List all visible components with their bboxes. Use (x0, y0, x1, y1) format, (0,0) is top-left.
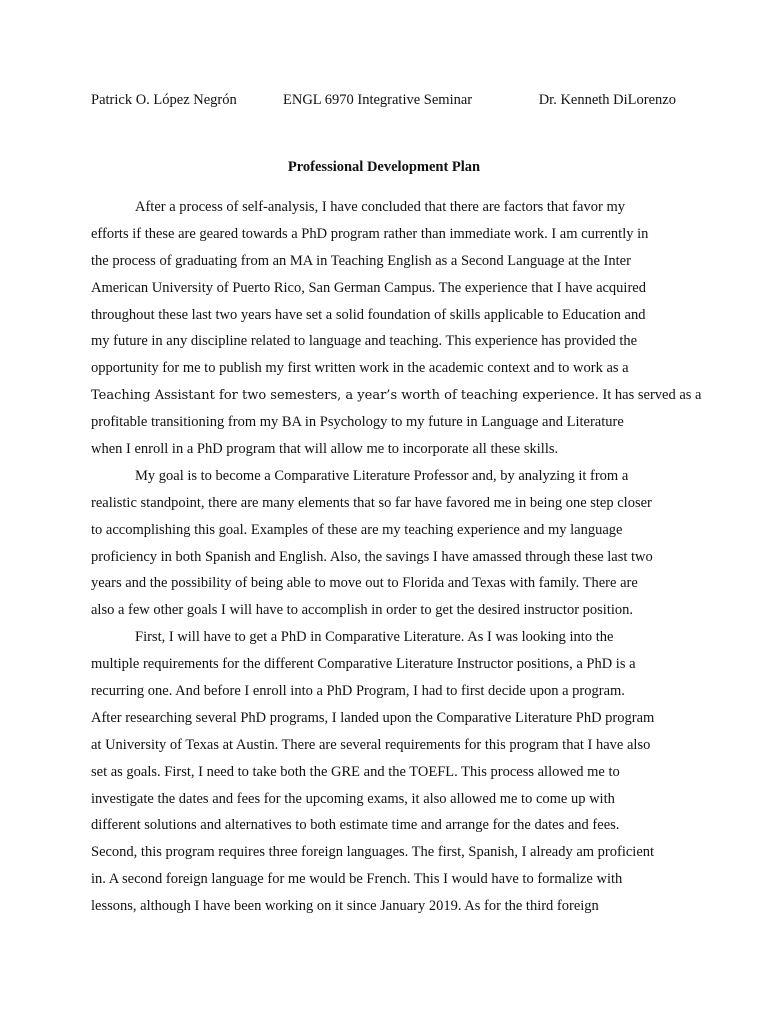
text-line (91, 382, 702, 409)
text-segment-alt-font: Teaching Assistant for two semesters, a year’s worth of teaching experience. (91, 388, 599, 404)
text-line: After researching several PhD programs, I landed upon the Comparative Literature PhD program (91, 709, 655, 726)
text-segment: It has served as a (598, 387, 702, 404)
paragraph-2 (91, 463, 676, 624)
text-line: throughout these last two years have set a solid foundation of skills applicable to Education and (91, 306, 646, 323)
text-line: proficiency in both Spanish and English. Also, the savings I have amassed through these last two (91, 548, 653, 565)
text-line: First, I will have to get a PhD in Comparative Literature. As I was looking into the (135, 629, 614, 646)
text-line: After a process of self-analysis, I have concluded that there are factors that favor my (135, 199, 625, 215)
text-line: multiple requirements for the different Comparative Literature Instructor positions, a PhD is a (91, 656, 636, 673)
text-line: different solutions and alternatives to both estimate time and arrange for the dates and fees. (91, 817, 620, 834)
text-line: my future in any discipline related to language and teaching. This experience has provided the (91, 333, 638, 350)
text-line: lessons, although I have been working on it since January 2019. As for the third foreign (91, 898, 599, 915)
text-line: when I enroll in a PhD program that will allow me to incorporate all these skills. (91, 441, 559, 458)
paragraph-3 (91, 624, 676, 920)
text-line: My goal is to become a Comparative Literature Professor and, by analyzing it from a (135, 467, 629, 484)
text-line: profitable transitioning from my BA in Psychology to my future in Language and Literature (91, 414, 624, 431)
document-body (91, 194, 702, 920)
text-line: American University of Puerto Rico, San German Campus. The experience that I have acquired (91, 279, 646, 296)
text-line: the process of graduating from an MA in Teaching English as a Second Language at the Inter (91, 252, 631, 269)
text-line: set as goals. First, I need to take both the GRE and the TOEFL. This process allowed me to (91, 763, 620, 780)
text-line: investigate the dates and fees for the upcoming exams, it also allowed me to come up with (91, 790, 615, 807)
text-line: Second, this program requires three foreign languages. The first, Spanish, I already am proficient (91, 844, 655, 861)
text-line: realistic standpoint, there are many elements that so far have favored me in being one step closer (91, 494, 652, 511)
text-line: years and the possibility of being able to move out to Florida and Texas with family. There are (91, 575, 638, 592)
paragraph-1 (91, 194, 702, 463)
text-line: efforts if these are geared towards a PhD program rather than immediate work. I am currently in (91, 225, 649, 242)
text-line: at University of Texas at Austin. There are several requirements for this program that I have also (91, 736, 651, 753)
author-name: Patrick O. López Negrón (91, 92, 237, 108)
course-name: ENGL 6970 Integrative Seminar (283, 92, 473, 108)
text-line: to accomplishing this goal. Examples of these are my teaching experience and my language (91, 521, 623, 538)
instructor-name: Dr. Kenneth DiLorenzo (538, 92, 676, 108)
text-line: opportunity for me to publish my first written work in the academic context and to work as a (91, 360, 629, 377)
text-line: recurring one. And before I enroll into a PhD Program, I had to first decide upon a program. (91, 683, 625, 700)
text-line: in. A second foreign language for me would be French. This I would have to formalize with (91, 871, 623, 888)
text-line: also a few other goals I will have to accomplish in order to get the desired instructor position. (91, 602, 634, 619)
document-title: Professional Development Plan (287, 159, 481, 175)
document-header (91, 92, 676, 114)
